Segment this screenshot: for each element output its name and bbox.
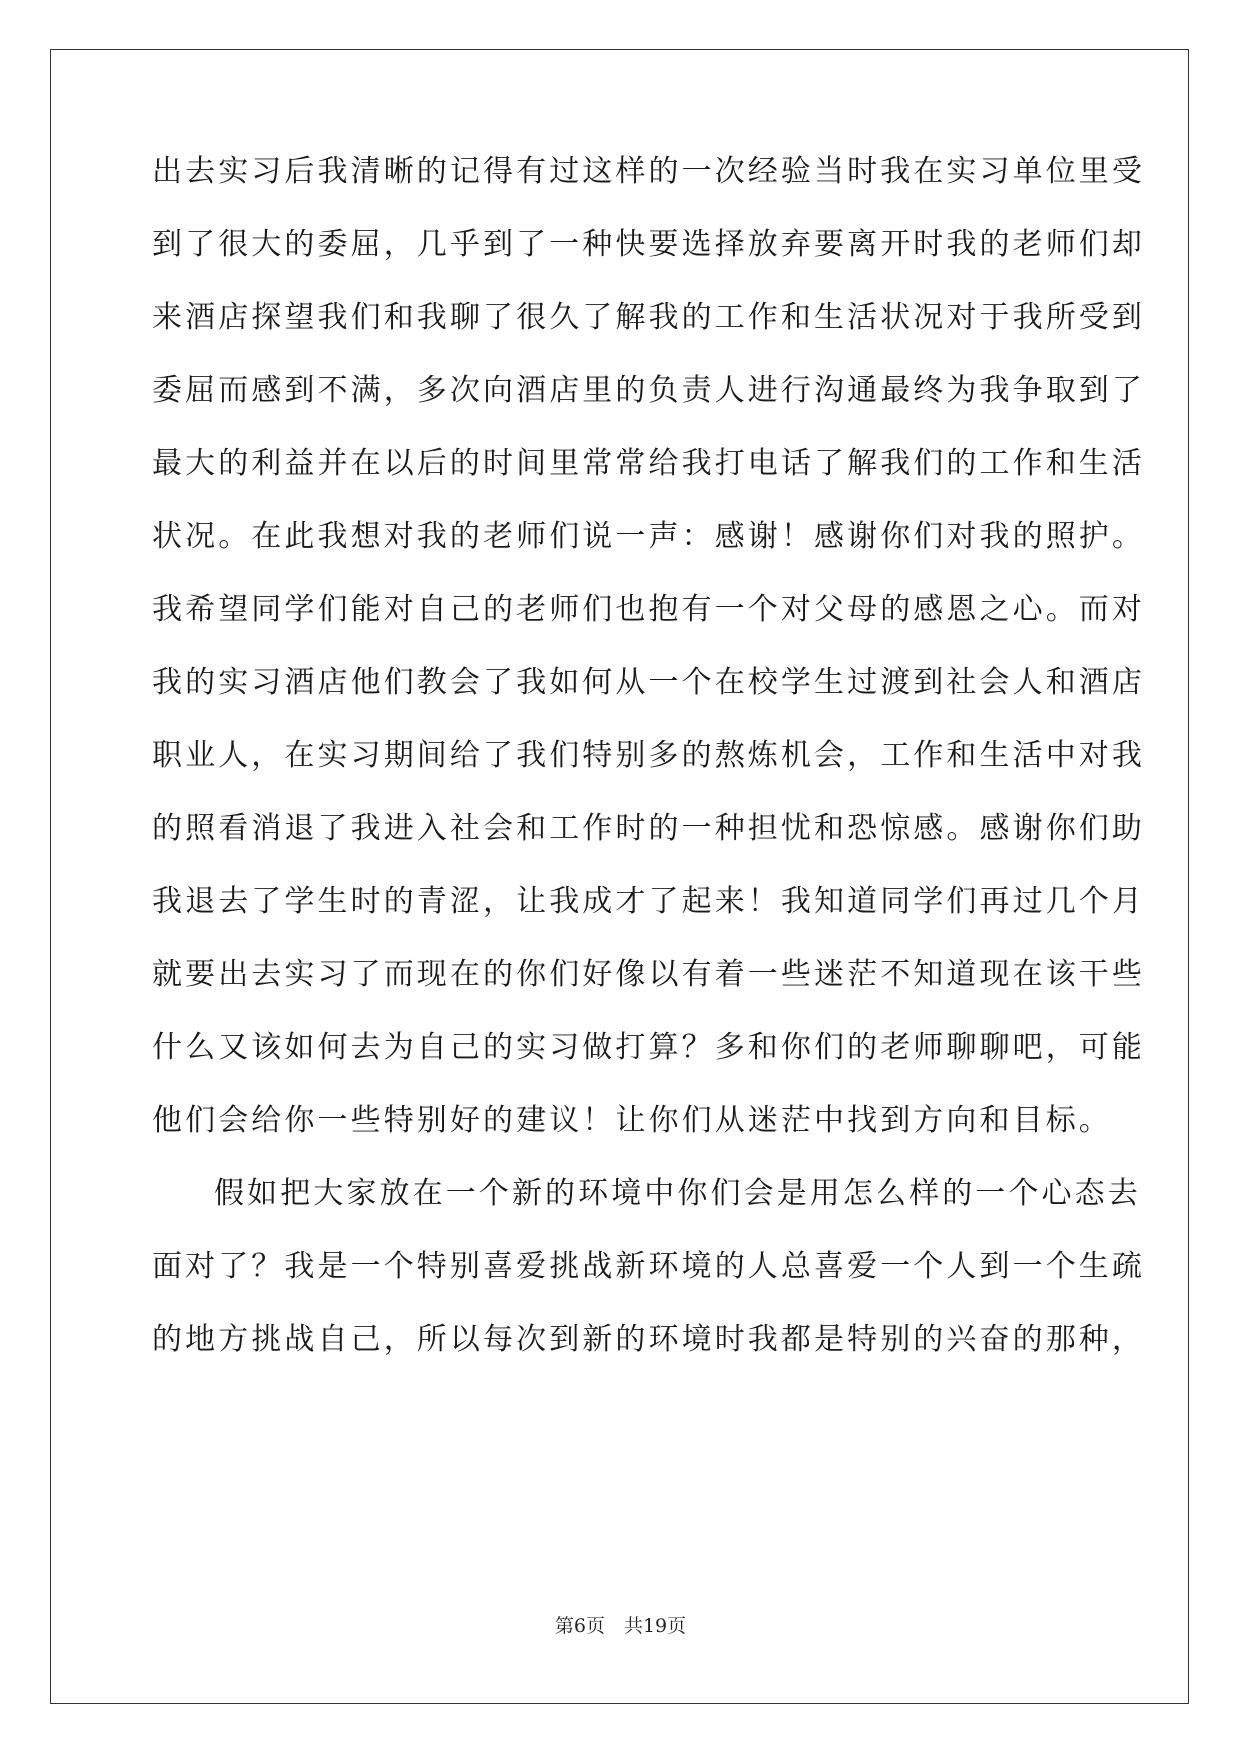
- text-line: 就要出去实习了而现在的你们好像以有着一些迷茫不知道现在该干些: [152, 957, 1145, 992]
- text-line: 我退去了学生时的青涩，让我成才了起来！我知道同学们再过几个月: [152, 884, 1145, 919]
- text-line: 职业人，在实习期间给了我们特别多的熬炼机会，工作和生活中对我: [152, 738, 1145, 773]
- text-line: 最大的利益并在以后的时间里常常给我打电话了解我们的工作和生活: [152, 446, 1145, 481]
- text-line: 出去实习后我清晰的记得有过这样的一次经验当时我在实习单位里受: [152, 154, 1145, 189]
- text-line: 什么又该如何去为自己的实习做打算？多和你们的老师聊聊吧，可能: [152, 1030, 1145, 1065]
- text-line: 到了很大的委屈，几乎到了一种快要选择放弃要离开时我的老师们却: [152, 227, 1145, 262]
- text-line: 状况。在此我想对我的老师们说一声：感谢！感谢你们对我的照护。: [152, 519, 1145, 554]
- text-line: 我希望同学们能对自己的老师们也抱有一个对父母的感恩之心。而对: [152, 592, 1145, 627]
- text-line-indented: 假如把大家放在一个新的环境中你们会是用怎么样的一个心态去: [214, 1176, 1141, 1211]
- page-number-footer: 第6页 共19页: [554, 1615, 687, 1637]
- text-line: 的照看消退了我进入社会和工作时的一种担忧和恐惊感。感谢你们助: [152, 811, 1145, 846]
- text-line: 我的实习酒店他们教会了我如何从一个在校学生过渡到社会人和酒店: [152, 665, 1145, 700]
- text-line: 的地方挑战自己，所以每次到新的环境时我都是特别的兴奋的那种，: [152, 1322, 1145, 1357]
- text-line: 面对了？我是一个特别喜爱挑战新环境的人总喜爱一个人到一个生疏: [152, 1249, 1145, 1284]
- text-line: 来酒店探望我们和我聊了很久了解我的工作和生活状况对于我所受到: [152, 300, 1145, 335]
- text-line: 委屈而感到不满，多次向酒店里的负责人进行沟通最终为我争取到了: [152, 373, 1145, 408]
- text-line: 他们会给你一些特别好的建议！让你们从迷茫中找到方向和目标。: [152, 1103, 1112, 1138]
